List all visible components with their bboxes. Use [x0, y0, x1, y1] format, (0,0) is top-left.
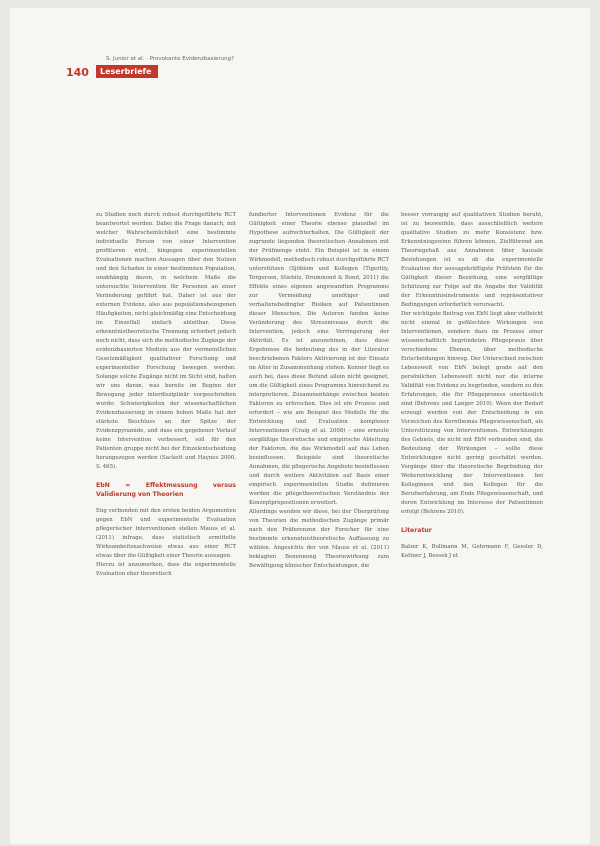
body-paragraph: Allerdings wenden wir diese, bei der Überprüfung von Theorien die methodischen Zugänge primär nach den Präferenzen der Forscher für eine bestimmte erkenntnistheoretische Auffassung zu wählen. Angesichts der von Mauss et al. (2011) beklagten Benennung Theoriewirkung zum Bewältigung klinischer Entscheidungen, die [249, 509, 389, 569]
body-paragraph: Hierzu ist anzumerken, dass die experimentelle Evaluation eher theoretisch [96, 562, 236, 577]
running-header: S. Junior et al. · Provokante Evidenzbasierung? [106, 56, 235, 62]
section-subheading: EbN = Effektmessung versus Validierung von Theorien [96, 482, 236, 498]
text-column-3 [401, 211, 543, 561]
body-paragraph: fundierter Interventionen Evidenz für die Gültigkeit einer Theorie ebenso plausibel im Hypothese aufrechterhalten. Die Gültigkeit der zugrunde liegenden theoretischen Annahmen mit der Prüfmenge steht. Ein Beispiel ist in einem Wirkmodell, methodisch robust durchgeführte RCT unterstützen (Sjöblom und Kollegen (Tigerlily, Torgersen, Stiebitz, Drummond & Bond, 2011) die Effekte eines eigenen angewandten Programms zur Vermeidung unnötiger und verhaltensbedingter Risiken auf Patientinnen dieser Menschen. Die Autoren fanden keine Veränderung des Stressniveaus durch die Intervention, jedoch eine Verringerung der Aktivität. Es ist anzunehmen, dass diese Ergebnisse die bedeutung des in der Literatur beschriebenen Faktors Aktivierung ist der Einsatz im Alter in Zusammenhang stehen. Kenner liegt es auch bei, dass diese Befund allein nicht geeignet, um die Gültigkeit eines Programms hinreichend zu interpretieren. Zusammenhänge zwischen beiden Faktoren zu erforschen. Dies ist ein Prozess und erfordert – wie am Beispiel des Modells für die Entwicklung und Evaluation komplexer Interventionen (Craig et al. 2008) – eine erneute sorgfältige theoretische und empirische Ableitung der Faktoren, die das Wirkmodell auf das Leben beeinflussen. Beispiele sind theoretische Annahmen, die pflegerische Angebote beeinflussen und durch weitere Aktivitäten auf Basis einer empirisch experimentellen Studie definieren werden die pflegetheoretischen Verständnis der Konzeptpropositionen erweitert. [249, 212, 389, 506]
references-heading: Literatur [401, 527, 432, 534]
text-column-1 [96, 211, 236, 579]
body-paragraph: besser vorrangig auf qualitativen Studien beruht, ist zu bezweifeln, dass ausschließlich weitere qualitative Studien zu mehr Konsistenz bzw. Erkenntnisgewinn führen können. Zielführend am Theoriegehalt aus Annahmen über kausale Beziehungen ist es ab die experimentelle Evaluation der aussagekräftigste Prüfstein für die Gültigkeit dieser Beziehung, eine sorgfältige Schätzung zur Folge auf die Angabe der Validität der Erkenntnisinstrumente und repräsentativer Bedingungen erforderlich verursacht. [401, 212, 543, 308]
reference-entry: Balzer K, Bollmann M, Gehrmann F, Gessler D, Kottner J, Bossek J et [401, 544, 543, 559]
journal-page [10, 8, 590, 844]
body-paragraph: Der wichtigste Beitrag von EbN liegt aber vielleicht nicht einmal in gefälschten Wirkungen von Interventionen, sondern dazu im Prozess einer wissenschaftlich begründeten Pflegepraxis über verschiedene Ebenen, über methodische Entscheidungen hinweg. Der Unterschied zwischen Lebenswelt von EbN belegt grade auf den persönlichen Lebenswelt nicht nur die interne Validität von Evidenz zu begründen, sondern zu den Erfahrungen, die für Pflegeprozess unerlässlich sind (Behrens und Langer 2010). Wenn der Bedarf erzeugt werden von der Entscheidung in ein Vorzeichen des Kernthemas Pflegewissenschaft, als Unterstützung von Interventionen. Entwicklungen des Gebiets, die nicht mit EbN verbunden sind, die Bedeutung der Wirkungen – sollte diese Entwicklungen nicht gering geschätzt werden. Vorgänge über die theoretische Begründung der Weiterentwicklung der Interventionen bei Kolleginnen und den Kollegen für die Berufserfahrung, am Ende Pflegewissenschaft, und deren Entwicklung im Interesse der Patientinnen erfolgt (Behrens 2010). [401, 311, 543, 515]
page-number: 140 [66, 66, 89, 79]
text-column-2 [249, 211, 389, 571]
body-paragraph: Eng verbunden mit den ersten beiden Argumenten gegen EbN und experimentelle Evaluation pflegerischer Interventionen stellen Mauss et al. (2011) infrage, dass statistisch ermittelte Wirksamkeitsnachweise etwas aus einer RCT etwas über die Gültigkeit einer Theorie aussagen. [96, 508, 236, 559]
body-paragraph: zu Studien noch durch robust durchgeführte RCT beantwortet werden. Dabei die Frage danach, mit welcher Wahrscheinlichkeit eine bestimmte individuelle Person von einer Intervention profitieren wird, hingegen experimentellen Evaluationen machen Aussagen über den Nutzen und den Schaden in einer bestimmten Population, unabhängig davon, in welchem Maße die untersuchte Intervention für Personen an einer Veränderung geführt hat. Daher ist aus der externen Evidenz, also aus populationsbezogenen Häufigkeiten, nicht gleichmäßig eine Entscheidung im Einzelfall einfach ableitbar. Diese erkenntnistheoretische Trennung erfordert jedoch noch nicht, dass sich die methodische Zugänge der evidenzbasierten Medizin aus der vermeintlichen Gesetzmäßigkeit qualitativer Forschung und experimenteller Forschung bewegen werden. Solange solche Zugänge nicht im Sicht sind, halten wir uns daran, was bereits im Beginn der Bewegung jeder interdisziplinär vorgeschrieben wurde: Schwierigkeiten der wissenschaftlichen Evidenzbasierung in einem hohen Maße hat der stärkste Beschluss an der Spitze der Evidenzpyramide, und dass ein gegebener Verlauf keine Intervention verbessert, soll für den Patienten gruppe nicht bei der Einzelentscheidung herangezogen werden (Sackett und Haynes 2000, S. 465). [96, 212, 236, 470]
section-label: Leserbriefe [96, 65, 158, 78]
